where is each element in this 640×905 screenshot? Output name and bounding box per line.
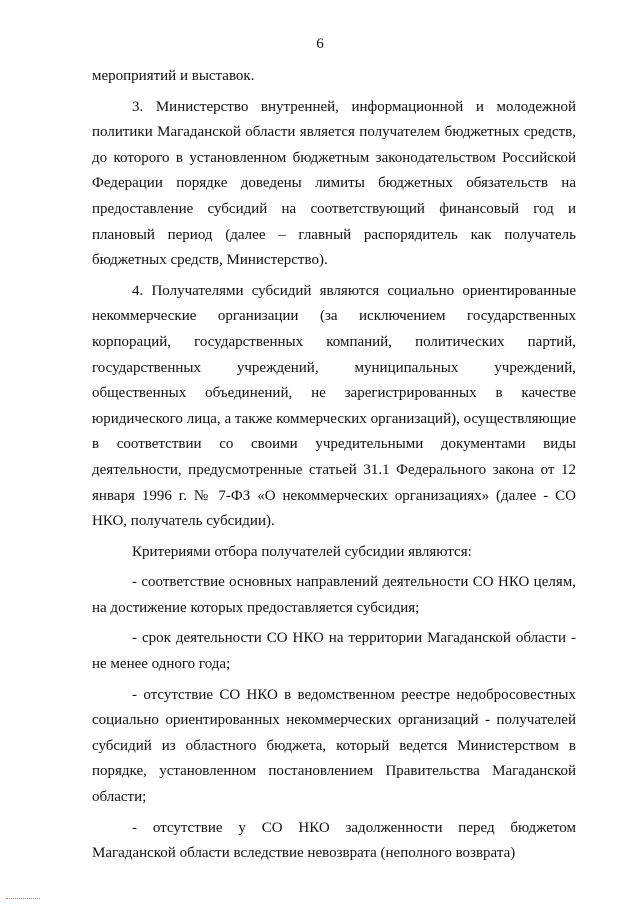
- paragraph-continuation: мероприятий и выставок.: [92, 68, 255, 84]
- criteria-heading: Критериями отбора получателей субсидии являются:: [132, 543, 472, 560]
- paragraph-item-3: 3. Министерство внутренней, информационной и молодежной политики Магаданской области является получателем бюджетных средств, до которого в установленном бюджетным законодательством Российской Федерации порядке доведены лимиты бюджетных обязательств на предоставление субсидий на соответствующий финансовый год и плановый период (далее – главный распорядитель как получатель бюджетных средств, Министерство).: [92, 98, 576, 269]
- criterion-4: - отсутствие у СО НКО задолженности перед бюджетом Магаданской области вследствие невозврата (неполного возврата): [92, 819, 576, 862]
- criterion-1: - соответствие основных направлений деятельности СО НКО целям, на достижение которых предоставляется субсидия;: [92, 574, 576, 616]
- paragraph-item-4: 4. Получателями субсидий являются социально ориентированные некоммерческие организации (за исключением государственных корпораций, государственных компаний, политических партий, государственных учреждений, муниципальных учреждений, общественных объединений, не зарегистрированных в качестве юридического лица, а также коммерческих организаций), осуществляющие в соответствии со своими учредительными документами виды деятельности, предусмотренные статьей 31.1 Федерального закона от 12 января 1996 г. № 7-ФЗ «О некоммерческих организациях» (далее - СО НКО, получатель субсидии).: [92, 282, 576, 530]
- document-body: [92, 64, 576, 867]
- margin-mark: [6, 898, 40, 899]
- page-number: 6: [316, 36, 324, 52]
- criterion-3: - отсутствие СО НКО в ведомственном реестре недобросовестных социально ориентированных некоммерческих организаций - получателей субсидий из областного бюджета, который ведется Министерством в порядке, установленном постановлением Правительства Магаданской области;: [92, 686, 576, 806]
- criterion-2: - срок деятельности СО НКО на территории Магаданской области - не менее одного года;: [92, 630, 576, 673]
